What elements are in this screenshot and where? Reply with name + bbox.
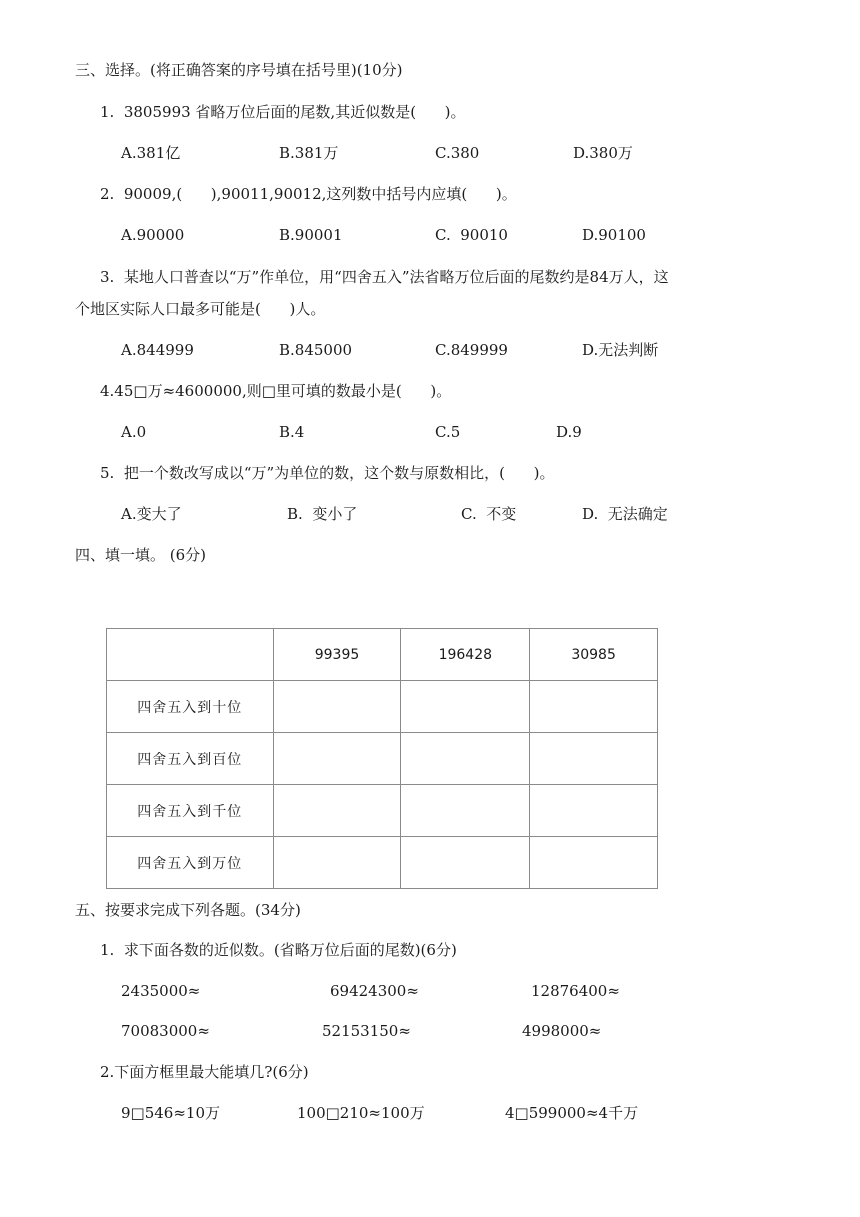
answer-cell[interactable] xyxy=(530,733,658,785)
answer-cell[interactable] xyxy=(273,681,401,733)
box-item: 4□599000≈4千万 xyxy=(505,1104,639,1122)
option-c: C.5 xyxy=(435,423,461,441)
option-d: D.无法判断 xyxy=(582,341,659,359)
option-c: C.849999 xyxy=(435,341,508,359)
table-header-row xyxy=(107,629,658,681)
question-3-1: 1. 3805993 省略万位后面的尾数,其近似数是( )。 xyxy=(100,103,466,121)
approx-item: 70083000≈ xyxy=(121,1022,210,1040)
table-row xyxy=(107,785,658,837)
answer-cell[interactable] xyxy=(273,837,401,889)
row-label: 四舍五入到万位 xyxy=(107,837,274,889)
answer-cell[interactable] xyxy=(530,837,658,889)
box-item: 9□546≈10万 xyxy=(121,1104,221,1122)
box-item: 100□210≈100万 xyxy=(297,1104,425,1122)
question-3-4: 4.45□万≈4600000,则□里可填的数最小是( )。 xyxy=(100,382,452,400)
option-a: A.变大了 xyxy=(121,505,182,523)
table-row xyxy=(107,733,658,785)
answer-cell[interactable] xyxy=(401,681,530,733)
approx-item: 4998000≈ xyxy=(522,1022,602,1040)
table-row xyxy=(107,681,658,733)
option-d: D.380万 xyxy=(573,144,633,162)
question-3-3-cont: 个地区实际人口最多可能是( )人。 xyxy=(75,300,326,318)
table-row xyxy=(107,837,658,889)
option-b: B.4 xyxy=(279,423,305,441)
option-b: B.845000 xyxy=(279,341,353,359)
section-4-title: 四、填一填。 (6分) xyxy=(75,546,207,564)
option-b: B. 变小了 xyxy=(287,505,358,523)
row-label: 四舍五入到十位 xyxy=(107,681,274,733)
question-3-5: 5. 把一个数改写成以“万”为单位的数，这个数与原数相比，( )。 xyxy=(100,464,555,482)
question-3-2: 2. 90009,( ),90011,90012,这列数中括号内应填( )。 xyxy=(100,185,517,203)
table-header-cell: 196428 xyxy=(401,629,530,681)
option-c: C. 90010 xyxy=(435,226,508,244)
table-header-cell xyxy=(107,629,274,681)
question-5-2: 2.下面方框里最大能填几?(6分) xyxy=(100,1063,309,1081)
row-label: 四舍五入到百位 xyxy=(107,733,274,785)
option-a: A.90000 xyxy=(121,226,185,244)
question-5-1: 1. 求下面各数的近似数。(省略万位后面的尾数)(6分) xyxy=(100,941,457,959)
rounding-table xyxy=(106,628,658,889)
option-a: A.0 xyxy=(121,423,147,441)
answer-cell[interactable] xyxy=(530,681,658,733)
answer-cell[interactable] xyxy=(273,733,401,785)
option-d: D.9 xyxy=(556,423,582,441)
answer-cell[interactable] xyxy=(530,785,658,837)
section-3-title: 三、选择。(将正确答案的序号填在括号里)(10分) xyxy=(75,61,403,79)
option-c: C. 不变 xyxy=(461,505,517,523)
section-5-title: 五、按要求完成下列各题。(34分) xyxy=(75,901,301,919)
table-header-cell: 30985 xyxy=(530,629,658,681)
option-a: A.844999 xyxy=(121,341,194,359)
option-d: D.90100 xyxy=(582,226,646,244)
approx-item: 2435000≈ xyxy=(121,982,201,1000)
approx-item: 52153150≈ xyxy=(322,1022,411,1040)
answer-cell[interactable] xyxy=(401,837,530,889)
row-label: 四舍五入到千位 xyxy=(107,785,274,837)
answer-cell[interactable] xyxy=(273,785,401,837)
approx-item: 69424300≈ xyxy=(330,982,419,1000)
option-a: A.381亿 xyxy=(121,144,181,162)
question-3-3: 3. 某地人口普查以“万”作单位，用“四舍五入”法省略万位后面的尾数约是84万人，这 xyxy=(100,268,669,286)
answer-cell[interactable] xyxy=(401,733,530,785)
option-c: C.380 xyxy=(435,144,480,162)
table-header-cell: 99395 xyxy=(273,629,401,681)
approx-item: 12876400≈ xyxy=(531,982,620,1000)
option-b: B.381万 xyxy=(279,144,339,162)
answer-cell[interactable] xyxy=(401,785,530,837)
option-d: D. 无法确定 xyxy=(582,505,668,523)
option-b: B.90001 xyxy=(279,226,343,244)
